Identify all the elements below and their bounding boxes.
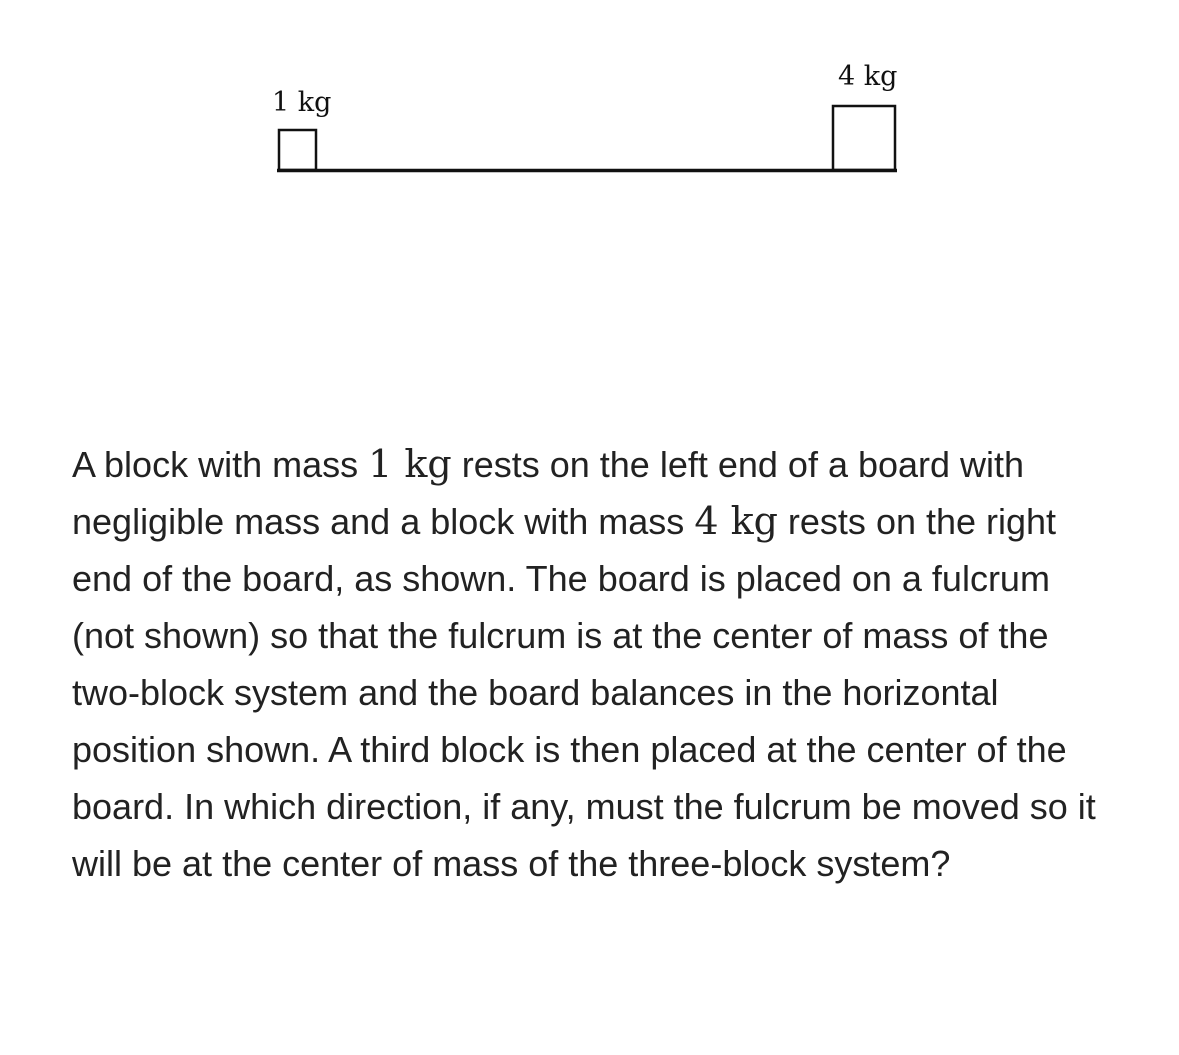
question-text <box>72 436 1112 892</box>
right-block-label: 4 kg <box>838 61 898 92</box>
mass-1kg: 1 kg <box>368 442 452 486</box>
right-block <box>833 106 895 170</box>
left-block-label: 1 kg <box>272 87 332 118</box>
question-segment-1: A block with mass <box>72 444 369 485</box>
question-segment-2: rests on the left end of a board with negligible mass and a block with mass <box>72 444 1025 542</box>
mass-4kg: 4 kg <box>694 499 778 543</box>
left-block <box>279 130 316 170</box>
board-diagram <box>0 0 1179 400</box>
question-segment-3: rests on the right end of the board, as shown. The board is placed on a fulcrum (not shown) so that the fulcrum is at the center of mass of the two-block system and the board balances in the horizontal position shown. A third block is then placed at the center of the board. In which direction, if any, must the fulcrum be moved so it will be at the center of mass of the three-block system? <box>72 501 1096 884</box>
